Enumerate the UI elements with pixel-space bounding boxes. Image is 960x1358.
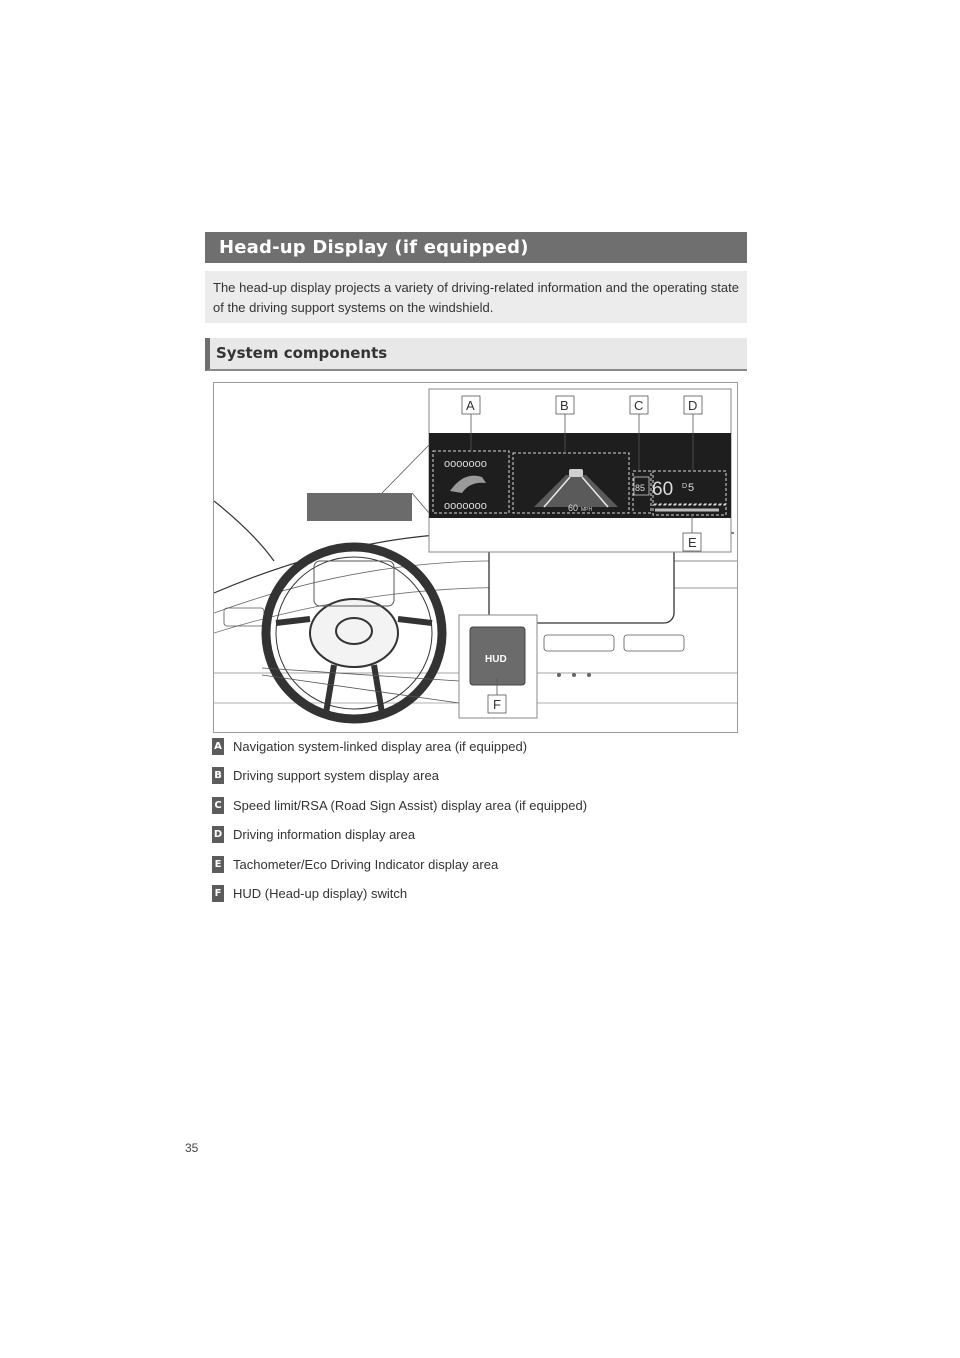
legend-item [212,797,712,815]
legend-item [212,885,712,903]
legend-key: F [212,885,224,902]
intro-text: The head-up display projects a variety of driving-related information and the operating state of the driving support systems on the windshield. [205,271,747,323]
page-number: 35 [185,1141,199,1155]
legend-text: Tachometer/Eco Driving Indicator display area [233,857,499,872]
hud-projection-area [307,493,412,521]
legend-item [212,826,712,844]
legend-key: C [212,797,224,814]
legend-key: A [212,738,224,755]
legend-key: E [212,856,224,873]
section-title: Head-up Display (if equipped) [205,232,747,263]
subsection-title: System components [205,338,747,371]
hud-set-speed-unit: MPH [581,507,593,513]
callout-b: B [560,398,569,413]
legend-key: D [212,826,224,843]
legend-text: Driving information display area [233,827,416,842]
hud-switch-label: HUD [485,654,507,665]
callout-f: F [493,697,501,712]
hud-speed: 60 [652,479,674,500]
callout-a: A [466,398,475,413]
hud-speed-limit: 85 [635,483,646,493]
hud-gear-number: 5 [688,482,695,494]
legend-text: Driving support system display area [233,768,439,783]
hud-set-speed: 60 [568,503,579,513]
hud-components-figure [213,382,738,733]
legend-text: Navigation system-linked display area (if equipped) [233,739,528,754]
legend-text: Speed limit/RSA (Road Sign Assist) display area (if equipped) [233,798,588,813]
legend-item [212,767,712,785]
callout-e: E [688,535,697,550]
nav-placeholder-bottom: ooooooo [444,500,487,512]
callout-d: D [688,398,698,413]
legend-text: HUD (Head-up display) switch [233,886,408,901]
nav-placeholder-top: ooooooo [444,458,487,470]
windshield-line [214,501,274,561]
callout-c: C [634,398,644,413]
hud-gear: D [682,483,688,490]
legend-item [212,856,712,874]
legend-item [212,738,712,756]
dashboard-illustration [214,383,738,733]
legend-key: B [212,767,224,784]
steering-wheel [266,547,442,719]
lead-vehicle-icon [569,469,583,477]
